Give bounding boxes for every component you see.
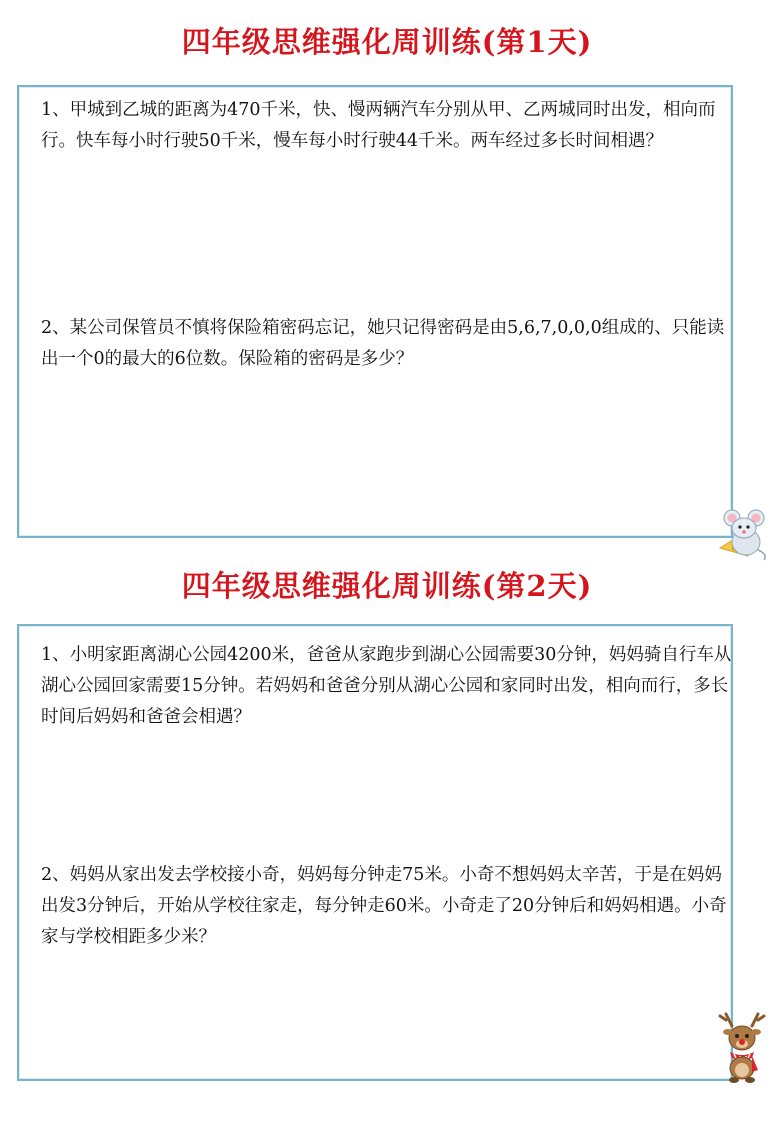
day2-question-2: 2、妈妈从家出发去学校接小奇，妈妈每分钟走75米。小奇不想妈妈太辛苦，于是在妈妈出发3分钟后，开始从学校往家走，每分钟走60米。小奇走了20分钟后和妈妈相遇。小奇家与学校相距多少米？: [41, 865, 727, 947]
reindeer-icon: [712, 1010, 772, 1084]
day2-question-box: [17, 624, 733, 1081]
day2-question-1: 1、小明家距离湖心公园4200米，爸爸从家跑步到湖心公园需要30分钟，妈妈骑自行车从湖心公园回家需要15分钟。若妈妈和爸爸分别从湖心公园和家同时出发，相向而行，多长时间后妈妈和爸爸会相遇？: [41, 645, 732, 727]
day2-title: 四年级思维强化周训练(第2天): [181, 569, 593, 603]
day1-question-box: [17, 85, 733, 538]
day1-title: 四年级思维强化周训练(第1天): [181, 25, 593, 59]
mouse-with-cheese-icon: [712, 506, 770, 562]
day1-question-1: 1、甲城到乙城的距离为470千米，快、慢两辆汽车分别从甲、乙两城同时出发，相向而行。快车每小时行驶50千米，慢车每小时行驶44千米。两车经过多长时间相遇？: [41, 100, 716, 151]
day1-question-2: 2、某公司保管员不慎将保险箱密码忘记，她只记得密码是由5,6,7,0,0,0组成的、只能读出一个0的最大的6位数。保险箱的密码是多少？: [41, 318, 725, 369]
